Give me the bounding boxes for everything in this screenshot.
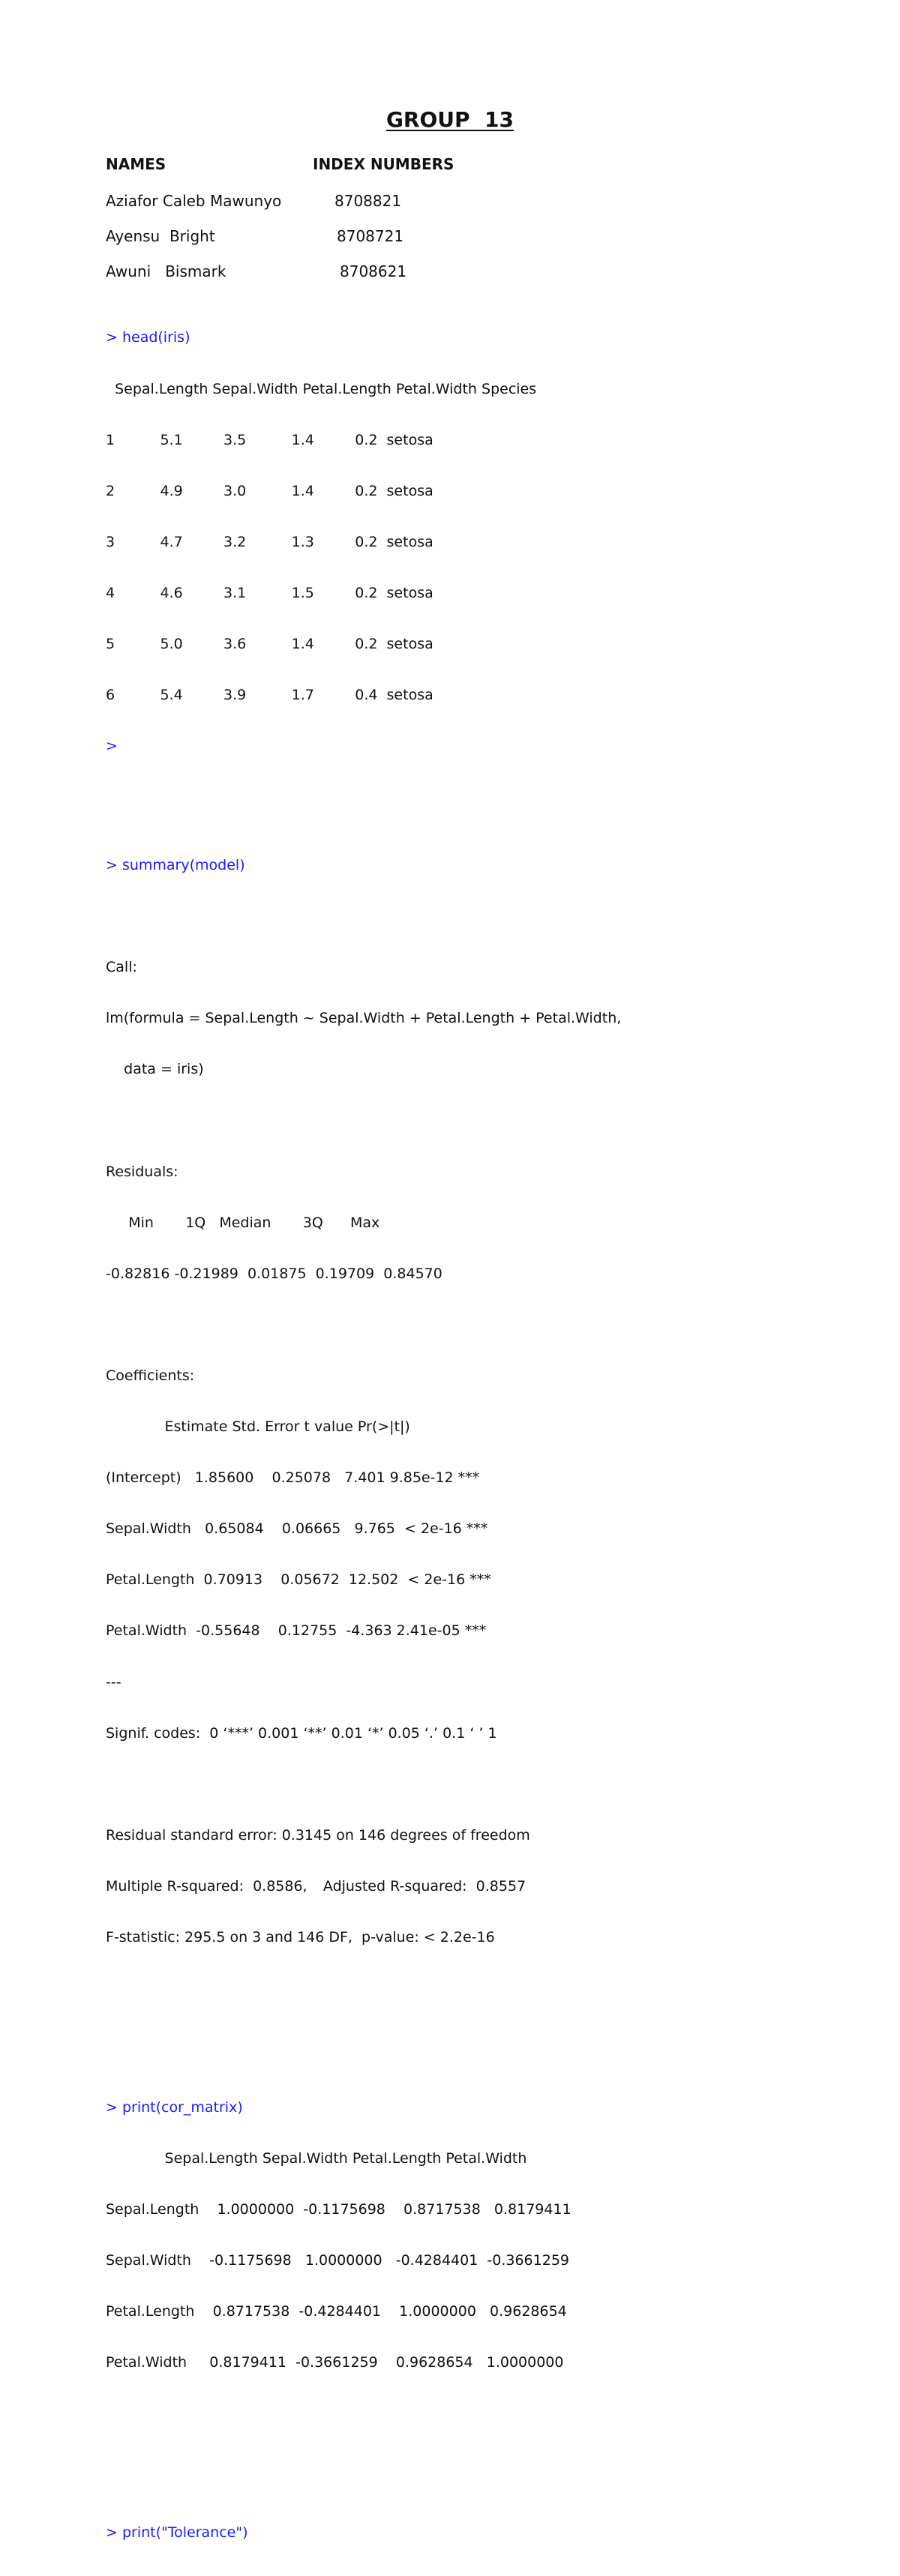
index-column-header: INDEX NUMBERS [313,155,454,173]
f-statistic-line: F-statistic: 295.5 on 3 and 146 DF, p-value: < 2.2e-16 [106,1929,495,1946]
iris-table-row: 1 5.1 3.5 1.4 0.2 setosa [106,431,434,448]
head-iris-command: > head(iris) [106,329,190,346]
blank-line [106,1113,626,1130]
page-title: GROUP 13 [386,107,514,132]
member-name: Awuni Bismark [106,262,226,280]
members-header-row [106,155,454,173]
call-label: Call: [106,959,137,976]
coefficients-header: Estimate Std. Error t value Pr(>|t|) [106,1418,428,1436]
summary-model-command: > summary(model) [106,857,245,874]
iris-table-row: 6 5.4 3.9 1.7 0.4 setosa [106,687,434,704]
iris-table-row: 2 4.9 3.0 1.4 0.2 setosa [106,482,434,499]
member-name: Aziafor Caleb Mawunyo [106,192,282,210]
signif-codes: Signif. codes: 0 ‘***’ 0.001 ‘**’ 0.01 ‘*’ 0.05 ‘.’ 0.1 ‘ ’ 1 [106,1724,497,1742]
group-members-table [106,155,454,298]
blank-line [106,908,626,925]
residual-standard-error: Residual standard error: 0.3145 on 146 degrees of freedom [106,1826,530,1844]
iris-table-row: 3 4.7 3.2 1.3 0.2 setosa [106,533,434,550]
member-row [106,262,407,280]
member-name: Ayensu Bright [106,227,215,245]
iris-table-header: Sepal.Length Sepal.Width Petal.Length Petal.Width Species [106,380,537,397]
cor-matrix-row: Petal.Width 0.8179411 -0.3661259 0.9628654 1.0000000 [106,2354,564,2371]
coefficients-label: Coefficients: [106,1367,195,1384]
print-tolerance-command: > print("Tolerance") [106,2524,248,2542]
names-column-header: NAMES [106,155,166,173]
member-index-number: 8708621 [340,262,407,280]
cor-matrix-row: Petal.Length 0.8717538 -0.4284401 1.0000000 0.9628654 [106,2303,567,2320]
blank-line [106,1980,626,1997]
call-data-line: data = iris) [106,1061,204,1078]
blank-line [106,2031,626,2048]
residuals-values: -0.82816 -0.21989 0.01875 0.19709 0.84570 [106,1265,447,1282]
coefficients-row: Sepal.Width 0.65084 0.06665 9.765 < 2e-16 *** [106,1520,488,1538]
r-squared-line: Multiple R-squared: 0.8586, Adjusted R-squared: 0.8557 [106,1877,531,1895]
residuals-header: Min 1Q Median 3Q Max [106,1214,385,1231]
blank-line [106,1776,626,1793]
member-row [106,227,404,245]
print-cor-matrix-command: > print(cor_matrix) [106,2099,243,2116]
cor-matrix-row: Sepal.Length 1.0000000 -0.1175698 0.8717538 0.8179411 [106,2201,572,2218]
r-console-output [106,295,626,2576]
iris-table-row: 4 4.6 3.1 1.5 0.2 setosa [106,584,434,601]
coefficients-separator: --- [106,1673,122,1691]
member-index-number: 8708821 [334,192,402,210]
blank-line [106,2457,626,2474]
console-prompt: > [106,738,118,755]
residuals-label: Residuals: [106,1163,178,1180]
cor-matrix-header: Sepal.Length Sepal.Width Petal.Length Petal.Width [106,2150,527,2167]
member-row [106,192,402,210]
member-index-number: 8708721 [337,227,404,245]
call-formula-line: lm(formula = Sepal.Length ~ Sepal.Width + Petal.Length + Petal.Width, [106,1010,626,1027]
blank-line [106,1316,626,1334]
coefficients-row: Petal.Length 0.70913 0.05672 12.502 < 2e-16 *** [106,1571,491,1589]
cor-matrix-row: Sepal.Width -0.1175698 1.0000000 -0.4284401 -0.3661259 [106,2252,570,2269]
coefficients-row: (Intercept) 1.85600 0.25078 7.401 9.85e-12 *** [106,1469,480,1487]
iris-table-row: 5 5.0 3.6 1.4 0.2 setosa [106,635,434,652]
blank-line [106,789,626,806]
coefficients-row: Petal.Width -0.55648 0.12755 -4.363 2.41e-05 *** [106,1622,487,1640]
blank-line [106,2406,626,2423]
